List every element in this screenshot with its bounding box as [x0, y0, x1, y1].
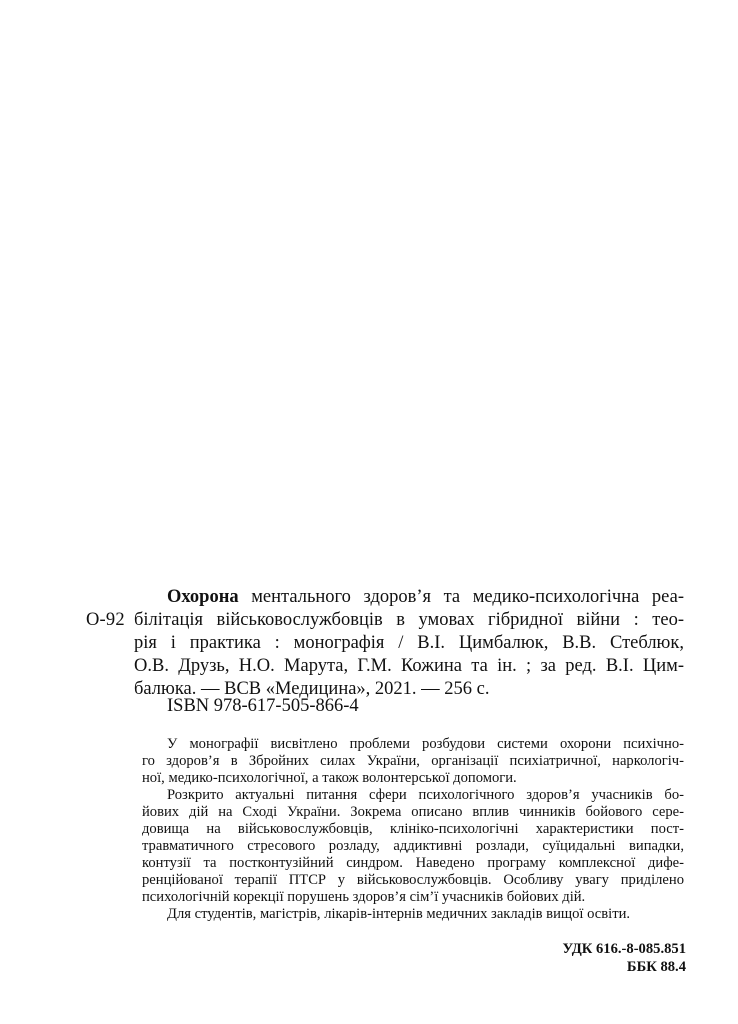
- index-codes: [563, 940, 687, 976]
- annotation-line: У монографії висвітлено проблеми розбудови системи охорони психічно-: [167, 736, 684, 752]
- isbn: ISBN 978-617-505-866-4: [167, 696, 359, 716]
- annotation-line: ної, медико-психологічної, а також волонтерської допомоги.: [142, 770, 517, 786]
- classification-code: О-92: [86, 610, 125, 630]
- bib-line-4: О.В. Друзь, Н.О. Марута, Г.М. Кожина та ін. ; за ред. В.І. Цим-: [134, 656, 684, 676]
- bib-title-keyword: Охорона: [167, 587, 239, 607]
- annotation-line: Для студентів, магістрів, лікарів-інтернів медичних закладів вищої освіти.: [167, 906, 631, 922]
- annotation: [142, 736, 684, 923]
- bibliographic-entry: [134, 586, 684, 701]
- bib-line-2: білітація військовослужбовців в умовах гібридної війни : тео-: [134, 610, 684, 630]
- bbk-code: ББК 88.4: [626, 959, 686, 975]
- annotation-line: ренційованої терапії ПТСР у військовослужбовців. Особливу увагу приділено: [142, 872, 684, 888]
- annotation-line: йових дій на Сході України. Зокрема описано вплив чинників бойового сере-: [142, 804, 684, 820]
- bib-line-3: рія і практика : монографія / В.І. Цимбалюк, В.В. Стеблюк,: [134, 633, 684, 653]
- annotation-line: довища на військовослужбовців, клініко-психологічні характеристики пост-: [142, 821, 684, 837]
- bib-line-1-rest: ментального здоров’я та медико-психологічна реа-: [238, 587, 684, 607]
- bib-line-1: [134, 586, 684, 609]
- bib-line-5: балюка. — ВСВ «Медицина», 2021. — 256 с.: [134, 679, 490, 699]
- annotation-line: контузії та постконтузійний синдром. Наведено програму комплексної дифе-: [142, 855, 684, 871]
- annotation-line: психологічній корекції порушень здоров’я сім’ї учасників бойових дій.: [142, 889, 586, 905]
- udk-code: УДК 616.-8-085.851: [562, 941, 686, 957]
- annotation-line: травматичного стресового розладу, аддиктивні розлади, суїцидальні випадки,: [142, 838, 684, 854]
- annotation-line: го здоров’я в Збройних силах України, організації психіатричної, наркологіч-: [142, 753, 684, 769]
- annotation-line: Розкрито актуальні питання сфери психологічного здоров’я учасників бо-: [167, 787, 684, 803]
